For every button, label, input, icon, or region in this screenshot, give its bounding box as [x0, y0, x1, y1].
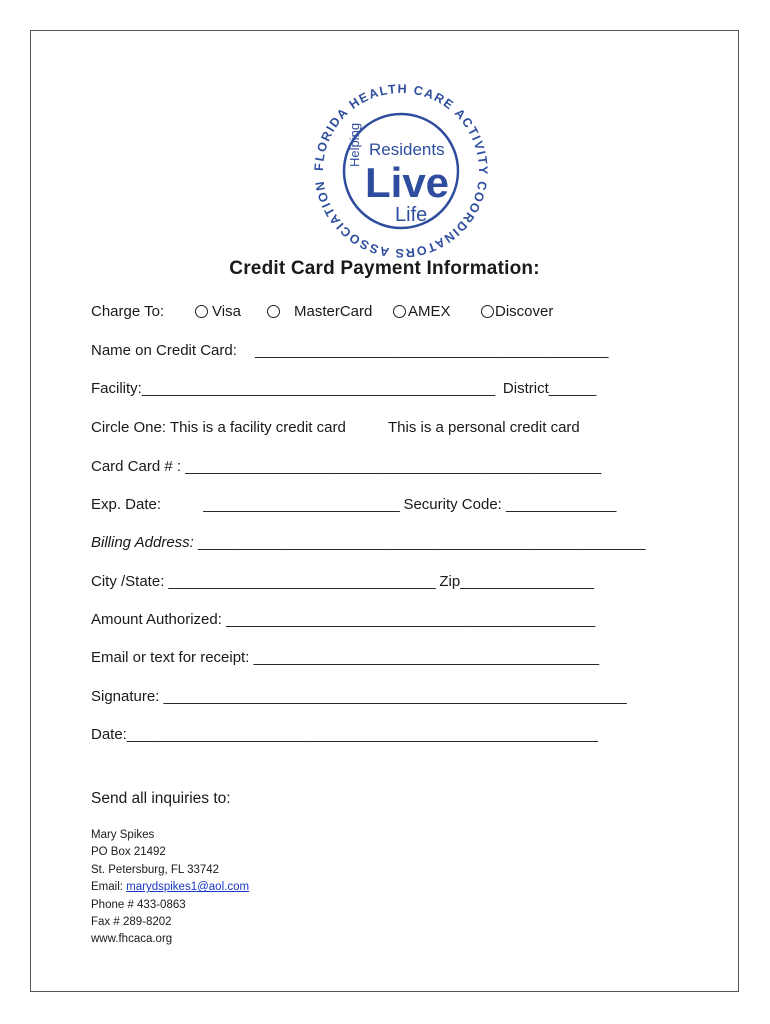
facility-label: Facility:: [91, 380, 142, 397]
contact-block: [91, 827, 249, 949]
contact-po-box: PO Box 21492: [91, 846, 166, 859]
contact-phone: Phone # 433-0863: [91, 898, 186, 911]
exp-date-field[interactable]: _________________________: [203, 496, 400, 513]
mastercard-radio[interactable]: [267, 305, 280, 318]
zip-field[interactable]: _________________: [460, 573, 594, 590]
zip-label: Zip: [439, 573, 461, 590]
billing-address-label: Billing Address:: [91, 534, 194, 551]
facility-row: [91, 380, 596, 397]
card-number-label: Card Card # :: [91, 458, 182, 475]
page-title: Credit Card Payment Information:: [229, 258, 540, 279]
logo-arc-text: FLORIDA HEALTH CARE ACTIVITY COORDINATORS ASSOCIATION: [311, 81, 491, 261]
association-logo: [301, 71, 501, 271]
city-state-field[interactable]: __________________________________: [168, 573, 436, 590]
form-page: [30, 30, 739, 992]
contact-email-link[interactable]: marydspikes1@aol.com: [126, 881, 250, 894]
receipt-email-field[interactable]: ____________________________________________: [253, 649, 599, 666]
facility-field[interactable]: _____________________________________________: [141, 380, 495, 397]
contact-email-label: Email:: [91, 881, 123, 894]
contact-fax: Fax # 289-8202: [91, 916, 172, 929]
circle-one-row: [91, 419, 580, 436]
charge-to-label: Charge To:: [91, 303, 165, 320]
district-label: District: [502, 380, 549, 397]
discover-radio[interactable]: [481, 305, 494, 318]
amex-radio[interactable]: [393, 305, 406, 318]
date-row: [91, 726, 597, 743]
city-state-label: City /State:: [91, 573, 165, 590]
contact-name: Mary Spikes: [91, 829, 155, 841]
city-state-row: [91, 573, 594, 590]
mastercard-label: MasterCard: [294, 303, 373, 320]
contact-city: St. Petersburg, FL 33742: [91, 863, 220, 876]
security-code-field[interactable]: ______________: [506, 496, 616, 513]
discover-label: Discover: [495, 303, 554, 320]
name-on-card-field[interactable]: _____________________________________________: [255, 342, 608, 359]
discover-option[interactable]: [481, 303, 553, 320]
charge-to-row: [91, 303, 691, 320]
amount-row: [91, 611, 595, 628]
contact-website: www.fhcaca.org: [91, 933, 173, 946]
receipt-email-label: Email or text for receipt:: [91, 649, 250, 666]
visa-option[interactable]: [195, 303, 241, 320]
billing-address-row: [91, 534, 645, 551]
signature-row: [91, 688, 626, 705]
mastercard-option[interactable]: [267, 303, 372, 320]
district-field[interactable]: ______: [548, 380, 596, 397]
security-code-label: Security Code:: [403, 496, 502, 513]
visa-label: Visa: [212, 303, 241, 320]
circle-one-label: Circle One:: [91, 419, 167, 436]
logo-life-text: Life.: [395, 204, 433, 226]
amount-field[interactable]: _______________________________________________: [226, 611, 595, 628]
inquiries-heading: Send all inquiries to:: [91, 790, 231, 807]
card-number-field[interactable]: _____________________________________________________: [185, 458, 601, 475]
name-on-card-label: Name on Credit Card:: [91, 342, 237, 359]
date-label: Date:: [91, 726, 127, 743]
card-number-row: [91, 458, 601, 475]
receipt-email-row: [91, 649, 599, 666]
logo-helping-text: Helping: [347, 122, 362, 167]
visa-radio[interactable]: [195, 305, 208, 318]
name-on-card-row: [91, 342, 608, 359]
exp-date-label: Exp. Date:: [91, 496, 162, 513]
billing-address-field[interactable]: _________________________________________________________: [198, 534, 646, 551]
date-field[interactable]: ____________________________________________________________: [126, 726, 598, 743]
personal-card-option[interactable]: This is a personal credit card: [388, 419, 580, 436]
signature-field[interactable]: ___________________________________________________________: [163, 688, 627, 705]
signature-label: Signature:: [91, 688, 160, 705]
exp-date-row: [91, 496, 616, 513]
facility-card-option[interactable]: This is a facility credit card: [169, 419, 346, 436]
logo-residents-text: Residents: [369, 140, 445, 159]
amex-label: AMEX: [408, 303, 451, 320]
logo-live-text: Live: [365, 159, 450, 206]
contact-email-line: [91, 879, 249, 896]
amex-option[interactable]: [393, 303, 451, 320]
amount-label: Amount Authorized:: [91, 611, 222, 628]
